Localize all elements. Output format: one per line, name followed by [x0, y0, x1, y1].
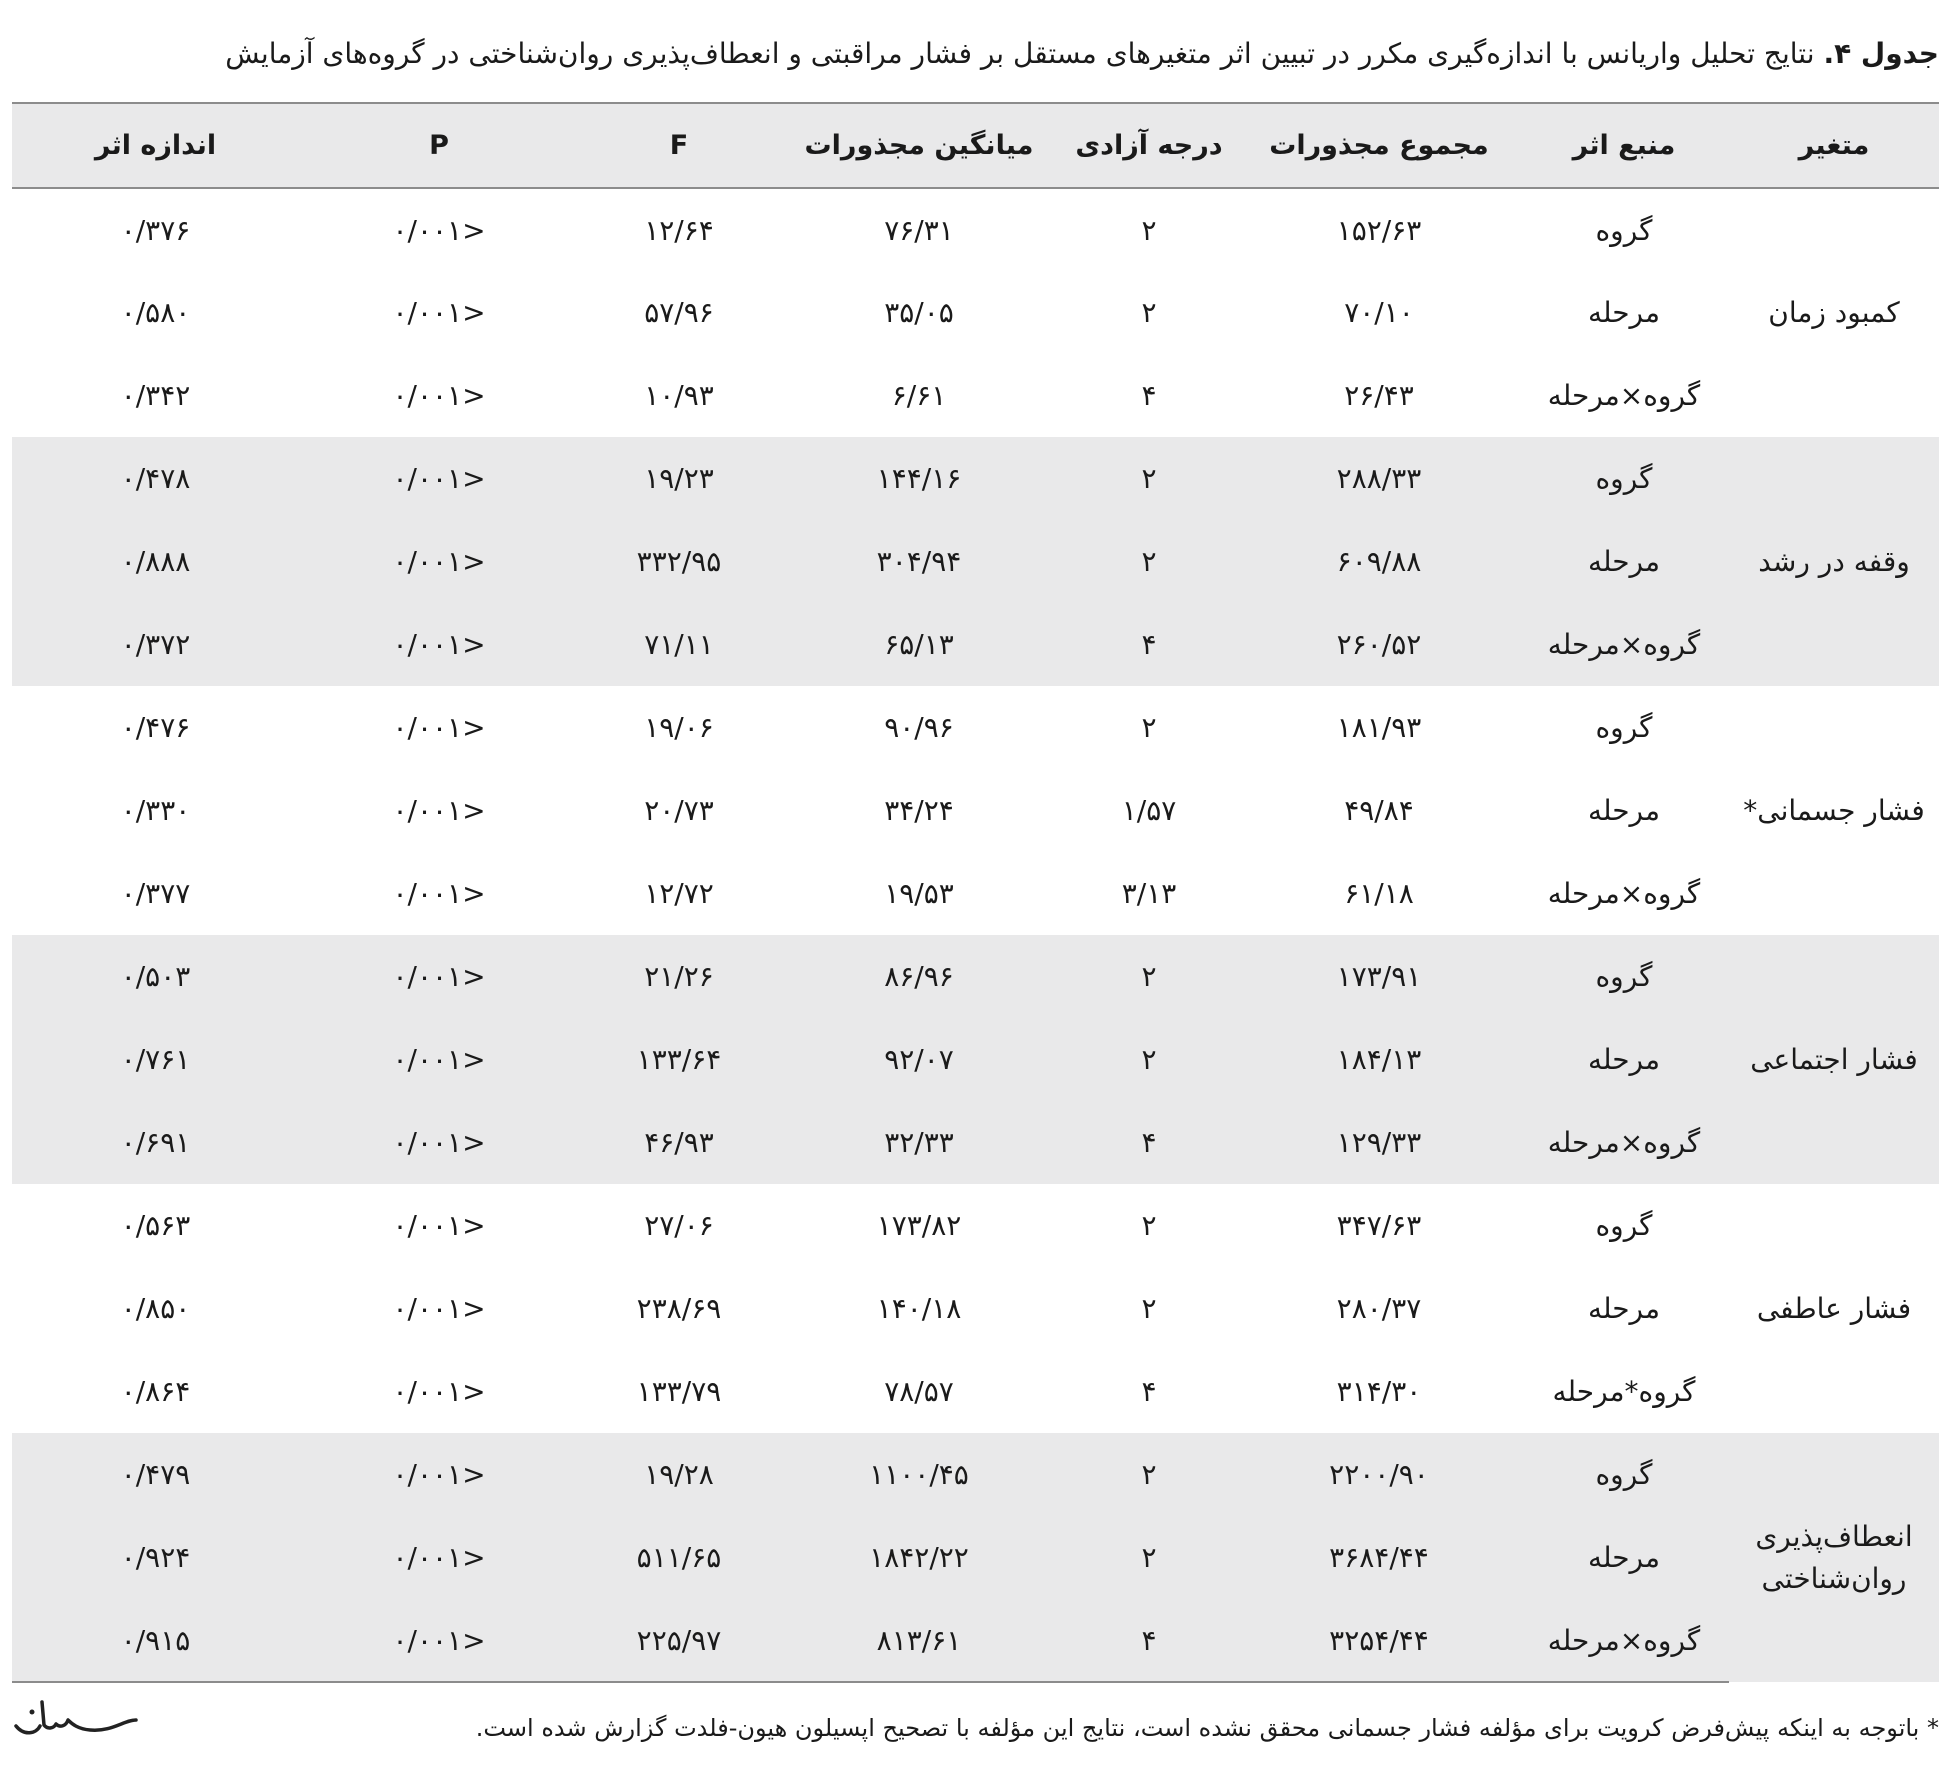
df-cell: ۲: [1141, 296, 1157, 329]
effect-cell: ۰/۹۱۵: [12, 1599, 299, 1682]
p-cell: <۰/۰۰۱: [392, 296, 486, 329]
f-cell: ۱۹/۲۸: [579, 1433, 779, 1516]
source-cell: مرحله: [1587, 794, 1661, 827]
ms-cell: ۹۲/۰۷: [779, 1018, 1059, 1101]
header-variable: متغیر: [1729, 103, 1939, 188]
f-cell: ۱۲/۷۲: [644, 877, 714, 910]
effect-cell: ۰/۴۷۶: [120, 711, 191, 744]
p-cell: <۰/۰۰۱: [299, 1101, 579, 1184]
effect-cell: ۰/۳۷۲: [12, 603, 299, 686]
p-cell: <۰/۰۰۱: [392, 877, 486, 910]
table-row: [12, 1101, 1939, 1184]
table-row: [12, 686, 1939, 769]
effect-cell: ۰/۸۶۴: [120, 1375, 191, 1408]
f-cell: ۳۳۲/۹۵: [579, 520, 779, 603]
f-cell: ۲۷/۰۶: [644, 1209, 714, 1242]
table-row: [12, 1350, 1939, 1433]
effect-cell: ۰/۴۷۸: [12, 437, 299, 520]
anova-table: [12, 102, 1939, 1683]
ms-cell: ۱۸۴۲/۲۲: [779, 1516, 1059, 1599]
source-cell: مرحله: [1519, 1018, 1729, 1101]
f-cell: ۵۱۱/۶۵: [579, 1516, 779, 1599]
ss-cell: ۶۰۹/۸۸: [1239, 520, 1519, 603]
df-cell: ۲: [1059, 437, 1239, 520]
effect-cell: ۰/۶۹۱: [12, 1101, 299, 1184]
df-cell: ۲: [1059, 1433, 1239, 1516]
ss-cell: ۶۱/۱۸: [1344, 877, 1414, 910]
p-cell: <۰/۰۰۱: [392, 1375, 486, 1408]
f-cell: ۱۹/۲۳: [579, 437, 779, 520]
f-cell: ۱۳۳/۷۹: [636, 1375, 722, 1408]
header-effect-size: اندازه اثر: [12, 103, 299, 188]
effect-cell: ۰/۳۷۷: [120, 877, 191, 910]
df-cell: ۴: [1059, 603, 1239, 686]
ms-cell: ۳۴/۲۴: [884, 794, 954, 827]
table-row: [12, 354, 1939, 437]
table-row: [12, 1018, 1939, 1101]
source-cell: گروه×مرحله: [1547, 877, 1701, 910]
ms-cell: ۷۸/۵۷: [884, 1375, 954, 1408]
p-cell: <۰/۰۰۱: [299, 603, 579, 686]
df-cell: ۲: [1141, 213, 1157, 247]
ss-cell: ۳۶۸۴/۴۴: [1239, 1516, 1519, 1599]
source-cell: گروه*مرحله: [1552, 1375, 1696, 1408]
df-cell: ۲: [1141, 1209, 1157, 1242]
effect-cell: ۰/۵۶۳: [120, 1209, 191, 1242]
df-cell: ۴: [1141, 379, 1157, 412]
header-df: درجه آزادی: [1059, 103, 1239, 188]
ss-cell: ۲۶۰/۵۲: [1239, 603, 1519, 686]
f-cell: ۵۷/۹۶: [644, 296, 714, 329]
caption-text: نتایج تحلیل واریانس با اندازه‌گیری مکرر در تبیین اثر متغیرهای مستقل بر فشار مراقبتی و انعطاف‌پذیری روان‌شناختی در گروه‌های آزمایش: [225, 37, 1815, 70]
ms-cell: ۶/۶۱: [891, 379, 947, 412]
df-cell: ۱/۵۷: [1121, 794, 1177, 827]
source-cell: گروه: [1595, 711, 1653, 744]
table-row: [12, 1433, 1939, 1516]
effect-cell: ۰/۳۷۶: [120, 213, 191, 247]
source-cell: گروه×مرحله: [1519, 1599, 1729, 1682]
p-cell: <۰/۰۰۱: [392, 379, 486, 412]
p-cell: <۰/۰۰۱: [392, 213, 486, 247]
ms-cell: ۳۲/۳۳: [779, 1101, 1059, 1184]
f-cell: ۱۹/۰۶: [644, 711, 714, 744]
effect-cell: ۰/۳۴۲: [120, 379, 191, 412]
p-cell: <۰/۰۰۱: [299, 1018, 579, 1101]
header-source: منبع اثر: [1519, 103, 1729, 188]
salmand-logo-icon: [12, 1690, 142, 1742]
header-ss: مجموع مجذورات: [1239, 103, 1519, 188]
ss-cell: ۱۸۱/۹۳: [1336, 711, 1422, 744]
p-cell: <۰/۰۰۱: [392, 711, 486, 744]
ss-cell: ۳۱۴/۳۰: [1336, 1375, 1422, 1408]
source-cell: گروه×مرحله: [1519, 603, 1729, 686]
effect-cell: ۰/۷۶۱: [12, 1018, 299, 1101]
table-row: [12, 1267, 1939, 1350]
ss-cell: ۲۸۸/۳۳: [1239, 437, 1519, 520]
f-cell: ۱۳۳/۶۴: [579, 1018, 779, 1101]
source-cell: گروه: [1595, 1209, 1653, 1242]
f-cell: ۴۶/۹۳: [579, 1101, 779, 1184]
table-row: [12, 437, 1939, 520]
caption-label: جدول ۴.: [1823, 37, 1939, 70]
df-cell: ۲: [1059, 935, 1239, 1018]
effect-cell: ۰/۵۰۳: [12, 935, 299, 1018]
source-cell: مرحله: [1519, 520, 1729, 603]
p-cell: <۰/۰۰۱: [392, 794, 486, 827]
ms-cell: ۱۱۰۰/۴۵: [779, 1433, 1059, 1516]
p-cell: <۰/۰۰۱: [299, 1516, 579, 1599]
header-p: P: [299, 103, 579, 188]
ms-cell: ۱۴۰/۱۸: [876, 1292, 962, 1325]
df-cell: ۴: [1141, 1375, 1157, 1408]
p-cell: <۰/۰۰۱: [299, 437, 579, 520]
table-body: [12, 188, 1939, 1682]
df-cell: ۲: [1059, 1018, 1239, 1101]
f-cell: ۷۱/۱۱: [579, 603, 779, 686]
ss-cell: ۳۲۵۴/۴۴: [1239, 1599, 1519, 1682]
header-f: F: [579, 103, 779, 188]
p-cell: <۰/۰۰۱: [392, 1209, 486, 1242]
effect-cell: ۰/۳۳۰: [120, 794, 191, 827]
variable-cell: فشار جسمانی*: [1743, 793, 1925, 827]
p-cell: <۰/۰۰۱: [299, 1433, 579, 1516]
ss-cell: ۴۹/۸۴: [1344, 794, 1414, 827]
effect-cell: ۰/۸۸۸: [12, 520, 299, 603]
table-row: [12, 520, 1939, 603]
table-row: [12, 935, 1939, 1018]
p-cell: <۰/۰۰۱: [299, 520, 579, 603]
ss-cell: ۲۸۰/۳۷: [1336, 1292, 1422, 1325]
ss-cell: ۱۲۹/۳۳: [1239, 1101, 1519, 1184]
variable-cell: فشار اجتماعی: [1729, 935, 1939, 1184]
df-cell: ۴: [1059, 1101, 1239, 1184]
variable-cell: وقفه در رشد: [1729, 437, 1939, 686]
ms-cell: ۸۱۳/۶۱: [779, 1599, 1059, 1682]
p-cell: <۰/۰۰۱: [299, 1599, 579, 1682]
f-cell: ۱۰/۹۳: [644, 379, 714, 412]
effect-cell: ۰/۹۲۴: [12, 1516, 299, 1599]
ss-cell: ۷۰/۱۰: [1344, 296, 1414, 329]
source-cell: مرحله: [1587, 296, 1661, 329]
ss-cell: ۱۸۴/۱۳: [1239, 1018, 1519, 1101]
source-cell: گروه: [1519, 1433, 1729, 1516]
p-cell: <۰/۰۰۱: [392, 1292, 486, 1325]
df-cell: ۲: [1141, 711, 1157, 744]
ss-cell: ۱۷۳/۹۱: [1239, 935, 1519, 1018]
table-row: [12, 188, 1939, 271]
ms-cell: ۱۷۳/۸۲: [876, 1209, 962, 1242]
table-row: [12, 271, 1939, 354]
ms-cell: ۸۶/۹۶: [779, 935, 1059, 1018]
table-row: [12, 1599, 1939, 1682]
table-row: [12, 1184, 1939, 1267]
table-row: [12, 852, 1939, 935]
f-cell: ۲۰/۷۳: [644, 794, 714, 827]
table-row: [12, 769, 1939, 852]
ms-cell: ۱۹/۵۳: [884, 877, 954, 910]
ms-cell: ۳۵/۰۵: [884, 296, 954, 329]
ss-cell: ۱۵۲/۶۳: [1336, 213, 1422, 247]
df-cell: ۲: [1141, 1292, 1157, 1325]
df-cell: ۳/۱۳: [1121, 877, 1177, 910]
table-row: [12, 1516, 1939, 1599]
source-cell: مرحله: [1519, 1516, 1729, 1599]
source-cell: گروه: [1519, 935, 1729, 1018]
effect-cell: ۰/۴۷۹: [12, 1433, 299, 1516]
ss-cell: ۳۴۷/۶۳: [1336, 1209, 1422, 1242]
source-cell: گروه: [1519, 437, 1729, 520]
ms-cell: ۳۰۴/۹۴: [779, 520, 1059, 603]
effect-cell: ۰/۸۵۰: [120, 1292, 191, 1325]
variable-cell: کمبود زمان: [1768, 296, 1900, 329]
f-cell: ۱۲/۶۴: [644, 213, 714, 247]
source-cell: گروه×مرحله: [1547, 379, 1701, 412]
p-cell: <۰/۰۰۱: [299, 935, 579, 1018]
table-header-row: [12, 103, 1939, 188]
df-cell: ۲: [1059, 520, 1239, 603]
table-row: [12, 603, 1939, 686]
f-cell: ۲۱/۲۶: [579, 935, 779, 1018]
table-caption: [12, 24, 1939, 84]
ss-cell: ۲۲۰۰/۹۰: [1239, 1433, 1519, 1516]
source-cell: مرحله: [1587, 1292, 1661, 1325]
variable-cell: فشار عاطفی: [1756, 1291, 1912, 1325]
source-cell: گروه×مرحله: [1519, 1101, 1729, 1184]
ms-cell: ۱۴۴/۱۶: [779, 437, 1059, 520]
df-cell: ۲: [1059, 1516, 1239, 1599]
variable-cell: انعطاف‌پذیری روان‌شناختی: [1729, 1433, 1939, 1682]
source-cell: گروه: [1595, 213, 1653, 247]
effect-cell: ۰/۵۸۰: [120, 296, 191, 329]
ms-cell: ۷۶/۳۱: [884, 213, 954, 247]
f-cell: ۲۳۸/۶۹: [636, 1292, 722, 1325]
ms-cell: ۶۵/۱۳: [779, 603, 1059, 686]
ss-cell: ۲۶/۴۳: [1344, 379, 1414, 412]
ms-cell: ۹۰/۹۶: [884, 711, 954, 744]
df-cell: ۴: [1059, 1599, 1239, 1682]
footnote: * باتوجه به اینکه پیش‌فرض کرویت برای مؤلفه فشار جسمانی محقق نشده است، نتایج این مؤلفه با تصحیح اپسیلون هیون-فلدت گزارش شده است.: [475, 1714, 1939, 1742]
f-cell: ۲۲۵/۹۷: [579, 1599, 779, 1682]
header-ms: میانگین مجذورات: [779, 103, 1059, 188]
